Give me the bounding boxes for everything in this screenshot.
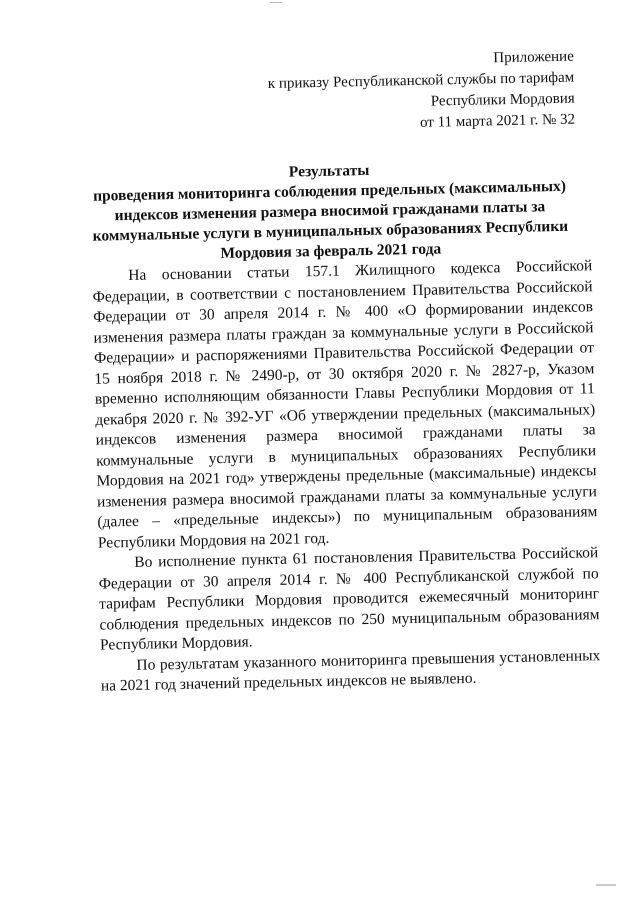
title-line: индексов изменения размера вносимой гражданами платы за (114, 198, 546, 225)
title-line: проведения мониторинга соблюдения предельных (максимальных) (92, 177, 567, 205)
title-line: коммунальные услуги в муниципальных образованиях Республики (92, 217, 569, 245)
title-line: Мордовия за февраль 2021 года (220, 240, 442, 263)
annex-line: Республики Мордовия (430, 90, 575, 110)
annex-line: Приложение (493, 48, 574, 67)
document-body (92, 256, 601, 697)
annex-line: к приказу Республиканской службы по тарифам (267, 69, 575, 93)
annex-line: от 11 марта 2021 г. № 32 (419, 111, 576, 131)
annex-header (214, 47, 576, 139)
document-title (89, 157, 571, 267)
paragraph: По результатам указанного мониторинга превышения установленных на 2021 год значений предельных индексов не выявлено. (100, 646, 601, 695)
scan-mark (596, 884, 616, 886)
paragraph: На основании статьи 157.1 Жилищного кодекса Российской Федерации, в соответствии с постановлением Правительства Российской Федерации от 30 апреля 2014 г. № 400 «О формировании индексов изменения размера платы граждан за коммунальные услуги в Российской Федерации» и распоряжениями Правительства Российской Федерации от 15 ноября 2018 г. № 2490-р, от 30 октября 2020 г. № 2827-р, Указом временно исполняющим обязанности Главы Республики Мордовия от 11 декабря 2020 г. № 392-УГ «Об утверждении предельных (максимальных) индексов изменения размера вносимой гражданами платы за коммунальные услуги в муниципальных образованиях Республики Мордовия на 2021 год» утверждены предельные (максимальные) индексы изменения размера вносимой гражданами платы за коммунальные услуги (далее – «предельные индексы») по муниципальным образованиям Республики Мордовия на 2021 год. (92, 257, 598, 552)
title-line: Результаты (288, 161, 370, 181)
paragraph: Во исполнение пункта 61 постановления Правительства Российской Федерации от 30 апреля 2014 г. № 400 Республиканской службой по тарифам Республики Мордовия проводится ежемесячный мониторинг соблюдения предельных индексов по 250 муниципальным образованиям Республики Мордовия. (98, 544, 600, 654)
